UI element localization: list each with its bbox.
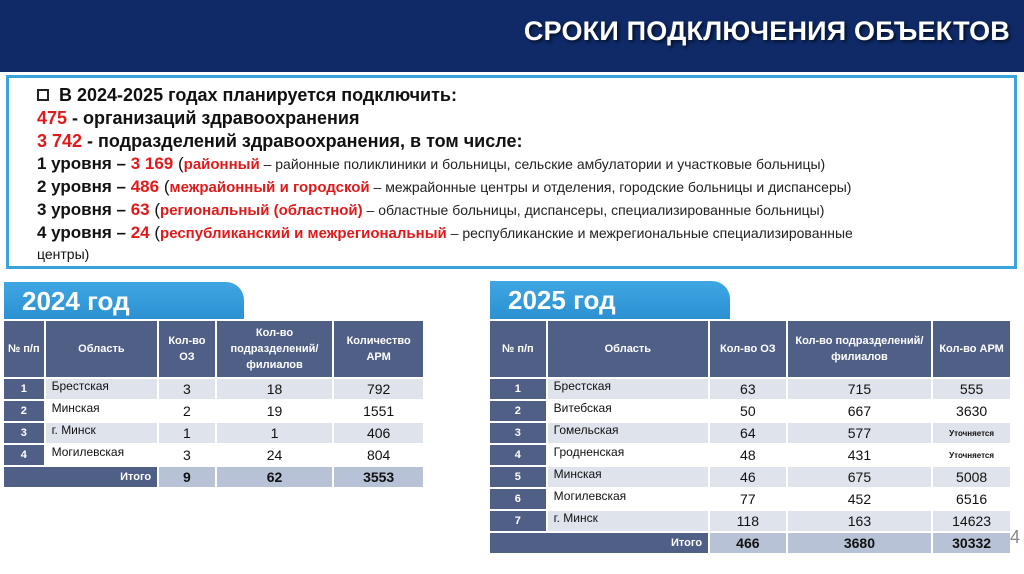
level-2-line: 2 уровня – 486 (межрайонный и городской – межрайонные центры и отделения, городские больницы и диспансеры) (37, 177, 852, 196)
table-row: 6 Могилевская 77 452 6516 (489, 488, 1011, 510)
table-row: 2 Минская 2 19 1551 (3, 400, 424, 422)
page-number: 4 (1010, 527, 1021, 547)
level-4-continuation: центры) (37, 246, 90, 262)
col-region: Область (45, 320, 159, 378)
table-row: 5 Минская 46 675 5008 (489, 466, 1011, 488)
table-row: 4 Гродненская 48 431 Уточняется (489, 444, 1011, 466)
page-title: СРОКИ ПОДКЛЮЧЕНИЯ ОБЪЕКТОВ (523, 16, 1010, 46)
table-total-row: Итого 466 3680 30332 (489, 532, 1011, 554)
subs-line (37, 130, 1014, 153)
orgs-line (37, 107, 1014, 130)
table-row: 3 г. Минск 1 1 406 (3, 422, 424, 444)
table-row: 7 г. Минск 118 163 14623 (489, 510, 1011, 532)
title-bar (0, 0, 1024, 72)
table-2025 (488, 319, 1012, 555)
col-arm: Количество АРМ (333, 320, 424, 378)
table-row: 3 Гомельская 64 577 Уточняется (489, 422, 1011, 444)
col-num: № п/п (489, 320, 547, 378)
subs-text: - подразделений здравоохранения, в том числе: (82, 131, 523, 151)
level-3-line: 3 уровня – 63 (региональный (областной) – областные больницы, диспансеры, специализированные больницы) (37, 200, 825, 219)
table-row: 2 Витебская 50 667 3630 (489, 400, 1011, 422)
checkbox-bullet-icon (37, 89, 49, 101)
orgs-text: - организаций здравоохранения (67, 108, 360, 128)
level-1-line: 1 уровня – 3 169 (районный – районные поликлиники и больницы, сельские амбулатории и участковые больницы) (37, 154, 826, 173)
col-oz: Кол-во ОЗ (709, 320, 787, 378)
table-row: 1 Брестская 63 715 555 (489, 378, 1011, 400)
col-oz: Кол-во ОЗ (158, 320, 216, 378)
tab-2025: 2025 год (490, 281, 730, 321)
level-4-line: 4 уровня – 24 (республиканский и межрегиональный – республиканские и межрегиональные специализированные (37, 223, 853, 242)
summary-intro: В 2024-2025 годах планируется подключить: (37, 84, 1014, 107)
col-subs: Кол-во подразделений/ филиалов (216, 320, 334, 378)
table-header-row (489, 320, 1011, 378)
table-2024 (2, 319, 425, 489)
table-total-row: Итого 9 62 3553 (3, 466, 424, 488)
table-header-row (3, 320, 424, 378)
tab-2024: 2024 год (4, 282, 244, 322)
table-row: 1 Брестская 3 18 792 (3, 378, 424, 400)
col-subs: Кол-во подразделений/ филиалов (787, 320, 933, 378)
col-region: Область (547, 320, 709, 378)
summary-box (6, 75, 1017, 269)
col-arm: Кол-во АРМ (932, 320, 1011, 378)
col-num: № п/п (3, 320, 45, 378)
orgs-count: 475 (37, 108, 68, 128)
subs-count: 3 742 (37, 131, 83, 151)
table-row: 4 Могилевская 3 24 804 (3, 444, 424, 466)
